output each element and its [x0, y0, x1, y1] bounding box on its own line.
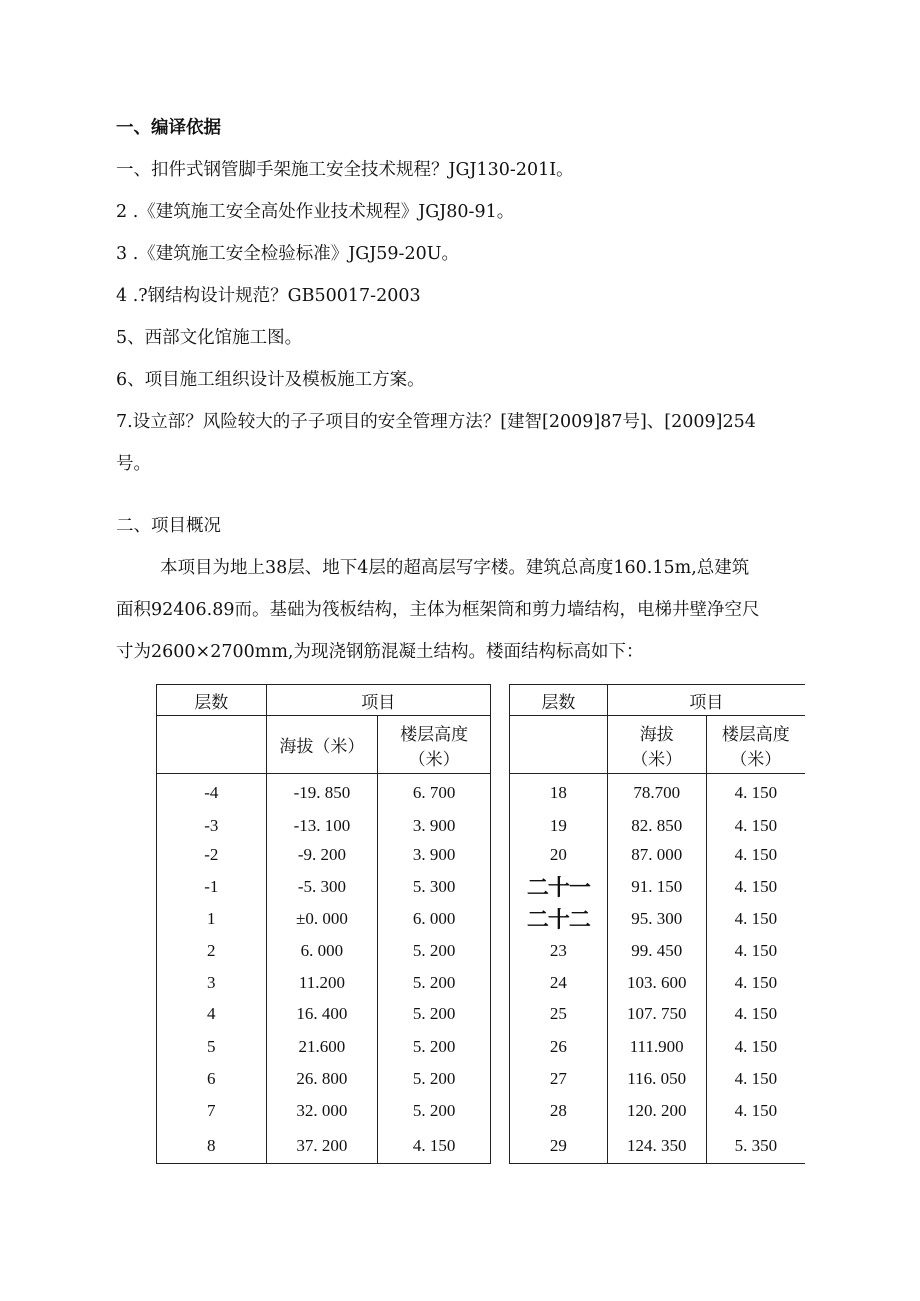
section-heading-basis: 一、编译依据 — [116, 118, 221, 138]
floor-height-cell: 4. 150 — [706, 813, 805, 840]
floor-cell: -1 — [157, 871, 267, 903]
basis-item-3: 3 .《建筑施工安全检验标准》JGJ59-20U。 — [116, 244, 459, 264]
floor-cell: 8 — [157, 1130, 267, 1164]
floor-cell: 7 — [157, 1093, 267, 1130]
elevation-cell: 91. 150 — [607, 871, 706, 903]
table-row — [157, 840, 491, 871]
subheader-floor-height-line2: （米） — [408, 749, 460, 769]
header-floor: 层数 — [510, 685, 608, 716]
overview-para-line-2: 面积92406.89而。基础为筏板结构，主体为框架筒和剪力墙结构，电梯井壁净空尺 — [116, 600, 760, 620]
table-row — [510, 935, 806, 968]
elevation-cell: 78.700 — [607, 774, 706, 813]
table-row — [510, 968, 806, 998]
table-row — [157, 871, 491, 903]
floor-cell: 3 — [157, 968, 267, 998]
floor-cell: 1 — [157, 903, 267, 935]
table-row — [157, 903, 491, 935]
floor-height-cell: 5. 200 — [378, 935, 491, 968]
table-row — [157, 1130, 491, 1164]
floor-cell: 24 — [510, 968, 608, 998]
elevation-cell: 32. 000 — [266, 1093, 378, 1130]
elevation-cell: 21.600 — [266, 1030, 378, 1065]
header-item: 项目 — [266, 685, 490, 716]
floor-height-cell: 4. 150 — [706, 903, 805, 935]
floor-cell: -2 — [157, 840, 267, 871]
floor-height-cell: 4. 150 — [706, 998, 805, 1030]
elevation-cell: 6. 000 — [266, 935, 378, 968]
floor-height-cell: 4. 150 — [706, 1030, 805, 1065]
elevation-cell: ±0. 000 — [266, 903, 378, 935]
floor-height-cell: 5. 300 — [378, 871, 491, 903]
elevation-cell: 111.900 — [607, 1030, 706, 1065]
subheader-empty — [510, 716, 608, 774]
basis-item-6: 6、项目施工组织设计及模板施工方案。 — [116, 370, 425, 390]
floor-cell: 二十一 — [510, 871, 608, 903]
floor-height-cell: 4. 150 — [378, 1130, 491, 1164]
floor-cell: -4 — [157, 774, 267, 813]
floor-height-cell: 5. 200 — [378, 1093, 491, 1130]
elevation-cell: 124. 350 — [607, 1130, 706, 1164]
elevation-cell: 107. 750 — [607, 998, 706, 1030]
basis-item-4: 4 .?钢结构设计规范？GB50017-2003 — [116, 286, 421, 306]
elevation-cell: 82. 850 — [607, 813, 706, 840]
floor-cell: 18 — [510, 774, 608, 813]
overview-para-line-3: 寸为2600×2700mm,为现浇钢筋混凝土结构。楼面结构标高如下： — [116, 642, 644, 662]
floor-cell: 2 — [157, 935, 267, 968]
elevation-cell: 116. 050 — [607, 1065, 706, 1093]
floor-height-cell: 5. 200 — [378, 998, 491, 1030]
table-row — [510, 1030, 806, 1065]
table-row — [510, 903, 806, 935]
floor-height-cell: 4. 150 — [706, 968, 805, 998]
basis-item-7: 7.设立部？风险较大的子子项目的安全管理方法？[建智[2009]87号]、[2009]254 — [116, 412, 756, 432]
floor-cell: 19 — [510, 813, 608, 840]
floor-height-cell: 4. 150 — [706, 871, 805, 903]
elevation-cell: -13. 100 — [266, 813, 378, 840]
elevation-cell: 99. 450 — [607, 935, 706, 968]
basis-item-1: 一、扣件式钢管脚手架施工安全技术规程？JGJ130-201I。 — [116, 160, 574, 180]
subheader-floor-height-line1: 楼层高度 — [400, 724, 469, 744]
basis-item-2: 2 .《建筑施工安全高处作业技术规程》JGJ80-91。 — [116, 202, 515, 222]
elevation-cell: 103. 600 — [607, 968, 706, 998]
table-row — [510, 998, 806, 1030]
subheader-elevation-line1: 海拔 — [639, 724, 674, 744]
table-row — [157, 774, 491, 813]
floor-height-cell: 6. 000 — [378, 903, 491, 935]
floor-cell: 6 — [157, 1065, 267, 1093]
subheader-elevation: 海拔（米） — [266, 716, 378, 774]
table-row — [157, 1030, 491, 1065]
elevation-cell: 87. 000 — [607, 840, 706, 871]
table-row — [157, 1065, 491, 1093]
floor-cell: 二十二 — [510, 903, 608, 935]
floor-height-cell: 5. 350 — [706, 1130, 805, 1164]
subheader-floor-height-line2: （米） — [730, 749, 782, 769]
floor-cell: 28 — [510, 1093, 608, 1130]
table-row — [510, 774, 806, 813]
elevation-cell: -5. 300 — [266, 871, 378, 903]
floor-height-cell: 5. 200 — [378, 1065, 491, 1093]
subheader-floor-height — [706, 716, 805, 774]
floor-height-cell: 3. 900 — [378, 840, 491, 871]
table-row — [510, 1130, 806, 1164]
subheader-floor-height-line1: 楼层高度 — [721, 724, 790, 744]
basis-item-7-cont: 号。 — [116, 454, 151, 474]
floor-cell: 23 — [510, 935, 608, 968]
elevation-cell: -19. 850 — [266, 774, 378, 813]
floor-height-cell: 4. 150 — [706, 774, 805, 813]
subheader-floor-height — [378, 716, 491, 774]
table-row — [510, 1065, 806, 1093]
basis-item-5: 5、西部文化馆施工图。 — [116, 328, 303, 348]
floor-height-cell: 6. 700 — [378, 774, 491, 813]
elevation-cell: 26. 800 — [266, 1065, 378, 1093]
floor-height-cell: 4. 150 — [706, 840, 805, 871]
floor-cell: 5 — [157, 1030, 267, 1065]
elevation-cell: 120. 200 — [607, 1093, 706, 1130]
floor-cell: 29 — [510, 1130, 608, 1164]
header-floor: 层数 — [157, 685, 267, 716]
subheader-empty — [157, 716, 267, 774]
floor-cell: 25 — [510, 998, 608, 1030]
elevation-cell: 37. 200 — [266, 1130, 378, 1164]
table-row — [510, 813, 806, 840]
section-heading-overview: 二、项目概况 — [116, 516, 221, 536]
table-row — [157, 813, 491, 840]
floor-cell: -3 — [157, 813, 267, 840]
floor-cell: 20 — [510, 840, 608, 871]
table-row — [157, 968, 491, 998]
elevation-cell: 11.200 — [266, 968, 378, 998]
floor-height-cell: 4. 150 — [706, 935, 805, 968]
table-row — [510, 840, 806, 871]
elevation-cell: 16. 400 — [266, 998, 378, 1030]
table-row — [157, 935, 491, 968]
floor-cell: 26 — [510, 1030, 608, 1065]
floor-cell: 27 — [510, 1065, 608, 1093]
elevation-cell: -9. 200 — [266, 840, 378, 871]
elevation-cell: 95. 300 — [607, 903, 706, 935]
overview-para-line-1: 本项目为地上38层、地下4层的超高层写字楼。建筑总高度160.15m,总建筑 — [160, 558, 750, 578]
floor-height-cell: 4. 150 — [706, 1065, 805, 1093]
table-row — [157, 1093, 491, 1130]
table-row — [510, 1093, 806, 1130]
header-item: 项目 — [607, 685, 805, 716]
elevation-table-left — [156, 684, 491, 1164]
subheader-elevation — [607, 716, 706, 774]
floor-height-cell: 3. 900 — [378, 813, 491, 840]
floor-height-cell: 5. 200 — [378, 1030, 491, 1065]
table-row — [510, 871, 806, 903]
floor-height-cell: 4. 150 — [706, 1093, 805, 1130]
elevation-table-right — [509, 684, 805, 1164]
floor-height-cell: 5. 200 — [378, 968, 491, 998]
table-row — [157, 998, 491, 1030]
floor-cell: 4 — [157, 998, 267, 1030]
subheader-elevation-line2: （米） — [631, 749, 683, 769]
